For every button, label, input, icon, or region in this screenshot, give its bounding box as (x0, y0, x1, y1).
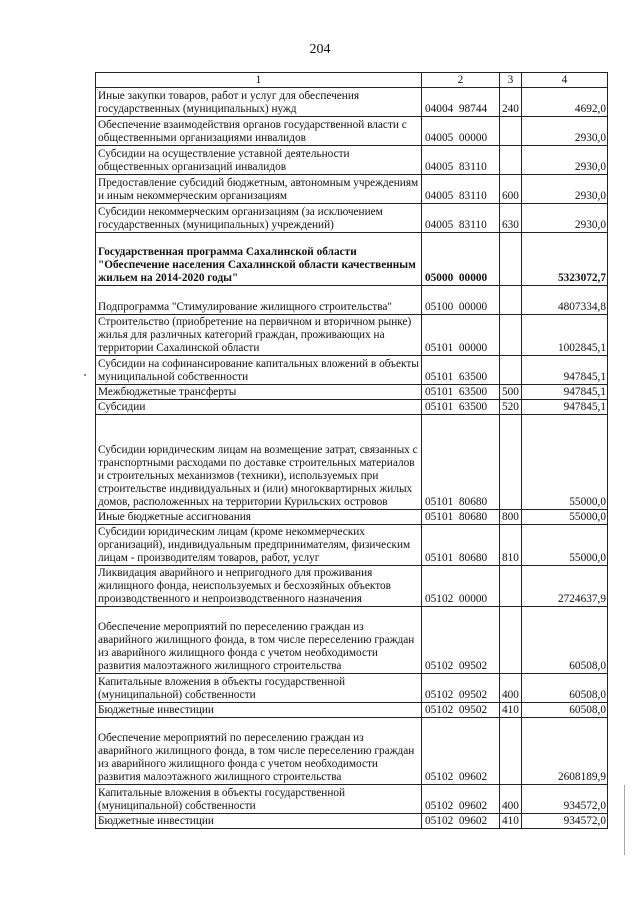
row-amount-cell: 4692,0 (522, 88, 608, 117)
row-code-cell: 05101 80680 (422, 415, 500, 510)
row-code-cell: 05101 63500 (422, 356, 500, 385)
row-type-cell (500, 566, 522, 607)
table-row (96, 146, 608, 175)
row-amount-cell: 947845,1 (522, 385, 608, 400)
row-name-cell: Обеспечение взаимодействия органов государственной власти с общественными организациями инвалидов (96, 117, 422, 146)
table-row (96, 566, 608, 607)
row-type-cell: 520 (500, 400, 522, 415)
row-code-cell: 04005 00000 (422, 117, 500, 146)
table-row (96, 674, 608, 703)
row-code-cell: 05102 09502 (422, 607, 500, 674)
row-name-cell: Субсидии (96, 400, 422, 415)
table-row (96, 607, 608, 674)
table-row (96, 117, 608, 146)
row-name-cell: Обеспечение мероприятий по переселению граждан из аварийного жилищного фонда, в том числе переселению граждан из аварийного жилищного фонда с учетом необходимости развития малоэтажного жилищного строительства (96, 607, 422, 674)
row-code-cell: 05101 63500 (422, 385, 500, 400)
table-row (96, 718, 608, 785)
row-amount-cell: 2930,0 (522, 146, 608, 175)
row-code-cell: 05102 09502 (422, 674, 500, 703)
row-name-cell: Ликвидация аварийного и непригодного для проживания жилищного фонда, неиспользуемых и бесхозяйных объектов производственного и непроизводственного назначения (96, 566, 422, 607)
table-row (96, 400, 608, 415)
table-row (96, 233, 608, 286)
row-amount-cell: 2930,0 (522, 175, 608, 204)
row-amount-cell: 4807334,8 (522, 286, 608, 315)
table-row (96, 175, 608, 204)
row-name-cell: Капитальные вложения в объекты государственной (муниципальной) собственности (96, 785, 422, 814)
row-type-cell: 810 (500, 525, 522, 566)
row-amount-cell: 934572,0 (522, 814, 608, 829)
row-type-cell (500, 233, 522, 286)
row-code-cell: 05101 80680 (422, 525, 500, 566)
row-amount-cell: 60508,0 (522, 703, 608, 718)
row-amount-cell: 55000,0 (522, 510, 608, 525)
row-type-cell (500, 146, 522, 175)
row-type-cell (500, 718, 522, 785)
scan-artifact-right (624, 785, 625, 855)
row-name-cell: Обеспечение мероприятий по переселению граждан из аварийного жилищного фонда, в том числе переселению граждан из аварийного жилищного фонда с учетом необходимости развития малоэтажного жилищного строительства (96, 718, 422, 785)
row-code-cell: 05102 09602 (422, 785, 500, 814)
column-header-code: 2 (422, 73, 500, 88)
column-header-type: 3 (500, 73, 522, 88)
row-type-cell: 800 (500, 510, 522, 525)
row-type-cell (500, 315, 522, 356)
row-name-cell: Межбюджетные трансферты (96, 385, 422, 400)
row-amount-cell: 947845,1 (522, 400, 608, 415)
table-row (96, 286, 608, 315)
row-name-cell: Капитальные вложения в объекты государственной (муниципальной) собственности (96, 674, 422, 703)
table-row (96, 415, 608, 510)
scan-artifact-left (84, 374, 86, 376)
budget-table (95, 72, 608, 829)
row-code-cell: 05102 09602 (422, 718, 500, 785)
table-row (96, 356, 608, 385)
row-name-cell: Субсидии юридическим лицам на возмещение затрат, связанных с транспортными расходами по доставке строительных материалов и строительных механизмов (техники), используемых при строительстве индивидуальных и (или) многоквартирных жилых домов, расположенных на территории Курильских островов (96, 415, 422, 510)
row-type-cell: 240 (500, 88, 522, 117)
row-code-cell: 04005 83110 (422, 175, 500, 204)
row-name-cell: Субсидии некоммерческим организациям (за исключением государственных (муниципальных) учреждений) (96, 204, 422, 233)
row-name-cell: Бюджетные инвестиции (96, 703, 422, 718)
row-name-cell: Субсидии на осуществление уставной деятельности общественных организаций инвалидов (96, 146, 422, 175)
row-code-cell: 04005 83110 (422, 204, 500, 233)
row-name-cell: Строительство (приобретение на первичном и вторичном рынке) жилья для различных категорий граждан, проживающих на территории Сахалинской области (96, 315, 422, 356)
row-code-cell: 05102 09602 (422, 814, 500, 829)
row-type-cell (500, 415, 522, 510)
row-code-cell: 04005 83110 (422, 146, 500, 175)
row-code-cell: 05100 00000 (422, 286, 500, 315)
row-name-cell: Иные бюджетные ассигнования (96, 510, 422, 525)
row-amount-cell: 55000,0 (522, 415, 608, 510)
row-type-cell: 410 (500, 814, 522, 829)
table-row (96, 88, 608, 117)
row-type-cell (500, 286, 522, 315)
table-row (96, 204, 608, 233)
table-row (96, 785, 608, 814)
row-type-cell: 630 (500, 204, 522, 233)
row-code-cell: 05102 00000 (422, 566, 500, 607)
row-amount-cell: 947845,1 (522, 356, 608, 385)
column-header-amount: 4 (522, 73, 608, 88)
row-amount-cell: 55000,0 (522, 525, 608, 566)
table-row (96, 510, 608, 525)
table-row (96, 525, 608, 566)
row-code-cell: 04004 98744 (422, 88, 500, 117)
row-name-cell: Предоставление субсидий бюджетным, автономным учреждениям и иным некоммерческим организациям (96, 175, 422, 204)
row-amount-cell: 1002845,1 (522, 315, 608, 356)
row-code-cell: 05000 00000 (422, 233, 500, 286)
row-name-cell: Субсидии юридическим лицам (кроме некоммерческих организаций), индивидуальным предпринимателям, физическим лицам - производителям товаров, работ, услуг (96, 525, 422, 566)
row-amount-cell: 60508,0 (522, 607, 608, 674)
row-code-cell: 05101 00000 (422, 315, 500, 356)
page-number: 204 (309, 42, 331, 57)
row-type-cell: 400 (500, 674, 522, 703)
row-amount-cell: 5323072,7 (522, 233, 608, 286)
row-name-cell: Иные закупки товаров, работ и услуг для обеспечения государственных (муниципальных) нужд (96, 88, 422, 117)
row-amount-cell: 2930,0 (522, 204, 608, 233)
row-type-cell: 410 (500, 703, 522, 718)
row-type-cell: 400 (500, 785, 522, 814)
row-code-cell: 05102 09502 (422, 703, 500, 718)
row-name-cell: Подпрограмма "Стимулирование жилищного строительства" (96, 286, 422, 315)
table-row (96, 703, 608, 718)
table-row (96, 814, 608, 829)
row-amount-cell: 2724637,9 (522, 566, 608, 607)
row-type-cell: 600 (500, 175, 522, 204)
row-code-cell: 05101 80680 (422, 510, 500, 525)
table-row (96, 315, 608, 356)
row-code-cell: 05101 63500 (422, 400, 500, 415)
row-type-cell (500, 607, 522, 674)
row-amount-cell: 934572,0 (522, 785, 608, 814)
row-type-cell: 500 (500, 385, 522, 400)
row-name-cell: Бюджетные инвестиции (96, 814, 422, 829)
row-amount-cell: 2930,0 (522, 117, 608, 146)
row-name-cell: Государственная программа Сахалинской области "Обеспечение населения Сахалинской области качественным жильем на 2014-2020 годы" (96, 233, 422, 286)
column-header-name: 1 (96, 73, 422, 88)
budget-table-body (96, 73, 608, 829)
row-amount-cell: 2608189,9 (522, 718, 608, 785)
table-row (96, 385, 608, 400)
row-name-cell: Субсидии на софинансирование капитальных вложений в объекты муниципальной собственности (96, 356, 422, 385)
row-type-cell (500, 117, 522, 146)
table-header-row (96, 73, 608, 88)
row-type-cell (500, 356, 522, 385)
row-amount-cell: 60508,0 (522, 674, 608, 703)
